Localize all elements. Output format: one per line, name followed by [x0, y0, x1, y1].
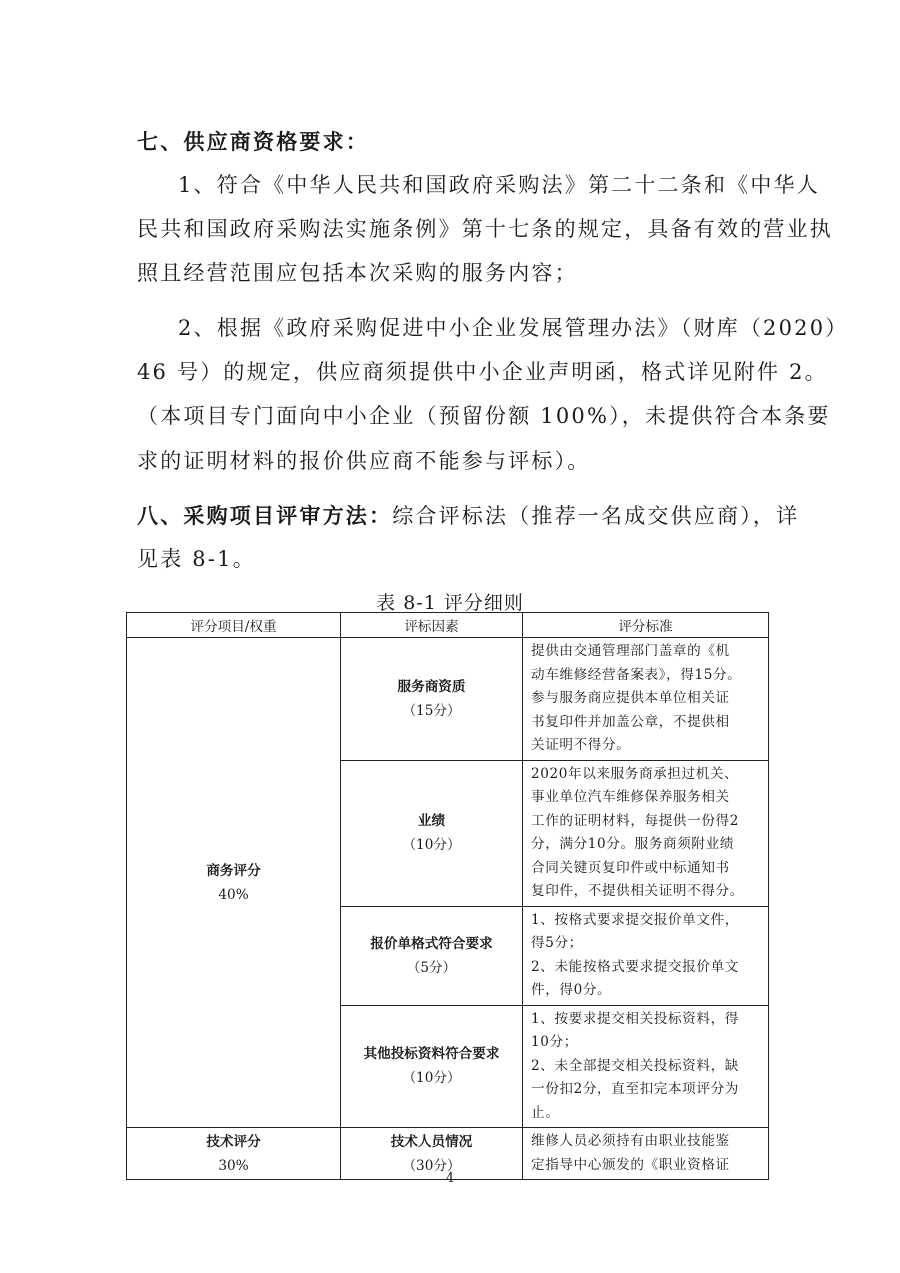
paragraph-line: （本项目专门面向中小企业（预留份额 100%），未提供符合本条要: [137, 404, 831, 428]
section-8-line: [137, 505, 799, 527]
criteria-line: 定指导中心颁发的《职业资格证: [531, 1156, 730, 1173]
factor-cell: [341, 906, 523, 1005]
criteria-line: 2、未能按格式要求提交报价单文: [531, 958, 739, 975]
criteria-line: 件，得0分。: [531, 982, 612, 998]
criteria-line: 复印件，不提供相关证明不得分。: [531, 883, 744, 899]
criteria-line: 止。: [531, 1104, 560, 1121]
criteria-line: 合同关键页复印件或中标通知书: [531, 859, 730, 876]
section-7-heading: 七、供应商资格要求：: [137, 129, 369, 154]
category-weight: 30%: [218, 1157, 249, 1174]
criteria-line: 书复印件并加盖公章，不提供相: [531, 713, 730, 730]
header-criteria: 评分标准: [523, 613, 769, 638]
header-category: 评分项目/权重: [127, 613, 341, 638]
category-name: 技术评分: [206, 1133, 261, 1150]
section-8-heading: 八、采购项目评审方法：: [137, 503, 393, 528]
criteria-cell: [523, 760, 769, 906]
section-8-text-continued: 见表 8-1。: [137, 547, 256, 571]
criteria-line: 2、未全部提交相关投标资料，缺: [531, 1057, 739, 1074]
criteria-line: 一份扣2分，直至扣完本项评分为: [531, 1081, 739, 1097]
factor-cell: [341, 638, 523, 761]
category-cell-business: [127, 638, 341, 1128]
factor-name: 业绩: [417, 813, 446, 829]
criteria-line: 工作的证明材料，每提供一份得2: [531, 812, 739, 829]
factor-points: （15分）: [402, 702, 461, 719]
factor-name: 其他投标资料符合要求: [363, 1046, 500, 1063]
criteria-line: 2020年以来服务商承担过机关、: [531, 765, 739, 782]
factor-points: （10分）: [402, 837, 461, 853]
criteria-line: 提供由交通管理部门盖章的《机: [531, 643, 730, 659]
factor-name: 报价单格式符合要求: [370, 935, 493, 952]
criteria-line: 1、按格式要求提交报价单文件，: [531, 911, 739, 928]
factor-points: （10分）: [402, 1070, 461, 1087]
paragraph-line: 46 号）的规定，供应商须提供中小企业声明函，格式详见附件 2。: [137, 360, 828, 384]
criteria-line: 参与服务商应提供本单位相关证: [531, 690, 730, 706]
table-caption: 表 8-1 评分细则: [376, 592, 524, 614]
factor-points: （5分）: [406, 959, 457, 976]
criteria-line: 1、按要求提交相关投标资料，得: [531, 1010, 739, 1027]
paragraph-line: 民共和国政府采购法实施条例》第十七条的规定，具备有效的营业执: [137, 217, 833, 241]
factor-name: 技术人员情况: [390, 1133, 473, 1150]
paragraph-line: 2、根据《政府采购促进中小企业发展管理办法》（财库（2020）: [178, 316, 849, 340]
criteria-cell: [523, 638, 769, 761]
criteria-line: 动车维修经营备案表》，得15分。: [531, 666, 742, 683]
criteria-line: 得5分；: [531, 935, 583, 951]
factor-cell: [341, 1005, 523, 1128]
criteria-line: 关证明不得分。: [531, 737, 631, 753]
criteria-line: 事业单位汽车维修保养服务相关: [531, 789, 730, 805]
paragraph-line: 求的证明材料的报价供应商不能参与评标）。: [137, 449, 591, 473]
category-weight: 40%: [218, 886, 249, 903]
table-row: [127, 638, 769, 761]
criteria-cell: [523, 906, 769, 1005]
criteria-line: 10分；: [531, 1034, 578, 1050]
criteria-cell: [523, 1005, 769, 1128]
paragraph-line: 1、符合《中华人民共和国政府采购法》第二十二条和《中华人: [178, 173, 820, 197]
scoring-table: [126, 612, 769, 1180]
criteria-line: 维修人员必须持有由职业技能鉴: [531, 1133, 730, 1149]
header-factor: 评标因素: [341, 613, 523, 638]
category-name: 商务评分: [206, 862, 261, 879]
page-number: 4: [445, 1171, 455, 1186]
paragraph-line: 照且经营范围应包括本次采购的服务内容；: [137, 261, 578, 285]
factor-points: （30分）: [402, 1157, 461, 1174]
factor-cell: [341, 760, 523, 906]
table-header-row: [127, 613, 769, 638]
factor-name: 服务商资质: [397, 678, 466, 695]
criteria-line: 分，满分10分。服务商须附业绩: [531, 836, 735, 852]
section-8-text: 综合评标法（推荐一名成交供应商），详: [392, 504, 800, 528]
